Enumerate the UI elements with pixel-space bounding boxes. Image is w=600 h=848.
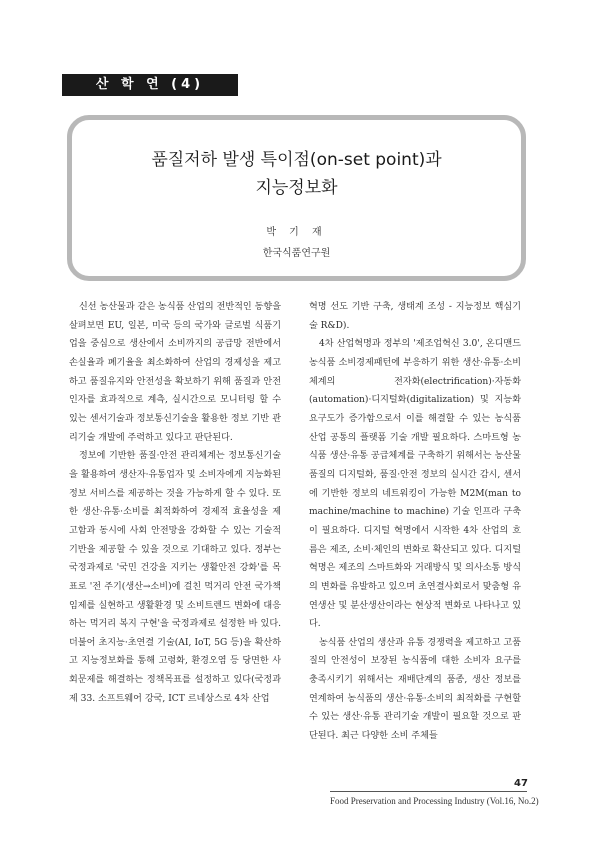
page-number: 47 [514,778,528,789]
journal-name: Food Preservation and Processing Industry (Vol.16, No.2) [330,796,539,806]
paragraph: 정보에 기반한 품질·안전 관리체계는 정보통신기술을 활용하여 생산자·유통업자 및 소비자에게 지능화된 정보 서비스를 제공하는 것을 가능하게 할 수 있다. 또한 생산·유통·소비를 최적화하여 경제적 효율성을 제고함과 동시에 사회 안전망을 강화할 수 있는 기술적 기반을 제공할 수 있을 것으로 기대하고 있다. 정부는 국정과제로 '국민 건강을 지키는 생활안전 강화'를 목표로 '전 주기(생산→소비)에 걸친 먹거리 안전 국가책임제를 실현하고 생활환경 및 소비트렌드 변화에 대응하는 먹거리 복지 구현'을 국정과제로 설정한 바 있다. 더불어 초지능·초연결 기술(AI, IoT, 5G 등)을 확산하고 지능정보화를 통해 고령화, 환경오염 등 당면한 사회문제를 해결하는 정책목표를 설정하고 있다(국정과제 33. 소프트웨어 강국, ICT 르네상스로 4차 산업 [69,451,281,704]
paragraph: 신선 농산물과 같은 농식품 산업의 전반적인 동향을 살펴보면 EU, 일본, 미국 등의 국가와 글로벌 식품기업을 중심으로 생산에서 소비까지의 공급망 전반에서 손실율과 폐기율을 최소화하여 산업의 경제성을 제고하고 품질유지와 안전성을 확보하기 위해 품질과 안전인자를 효과적으로 계측, 실시간으로 모니터링 할 수 있는 센서기술과 정보통신기술을 활용한 정보 기반 관리기술 개발에 주력하고 있다고 판단된다. [69,302,281,443]
author-affiliation: 한국식품연구원 [262,248,331,259]
title-box [67,115,526,281]
title-line-2: 지능정보화 [255,178,338,198]
section-tag: 산 학 연 (4) [62,74,238,96]
left-column [69,298,281,708]
footer-divider [330,791,527,792]
author-name: 박 기 재 [266,227,327,238]
paragraph: 혁명 선도 기반 구축, 생태계 조성 - 지능정보 핵심기술 R&D). [309,302,521,331]
title-line-1: 품질저하 발생 특이점(on-set point)과 [151,150,442,170]
article-title [72,146,521,202]
right-column [309,298,521,746]
paragraph: 4차 산업혁명과 정부의 '제조업혁신 3.0', 온디맨드 농식품 소비경제패턴에 부응하기 위한 생산·유통·소비체계의 전자화(electrification)·자동화(automation)·디지털화(digitalization) 및 지능화 요구도가 증가함으로서 이를 해결할 수 있는 농식품 산업 공통의 플랫폼 기술 개발 필요하다. 스마트형 농식품 생산·유통 공급체계를 구축하기 위해서는 농산물 품질의 디지털화, 품질·안전 정보의 실시간 감시, 센서에 기반한 정보의 네트워킹이 가능한 M2M(man to machine/machine to machine) 기술 인프라 구축이 필요하다. 디지털 혁명에서 시작한 4차 산업의 흐름은 제조, 소비·체인의 변화로 확산되고 있다. 디지털 혁명은 제조의 스마트화와 거래방식 및 의사소통 방식의 변화를 유발하고 있으며 초연결사회로서 맞춤형 유연생산 및 분산생산이라는 현상적 변화로 나타나고 있다. [309,339,521,630]
paragraph: 농식품 산업의 생산과 유통 경쟁력을 제고하고 고품질의 안전성이 보장된 농식품에 대한 소비자 요구를 충족시키기 위해서는 재배단계의 품종, 생산 정보를 연계하여 농식품의 생산·유통·소비의 최적화를 구현할 수 있는 생산·유통 관리기술 개발이 필요할 것으로 판단된다. 최근 다양한 소비 주체들 [309,637,521,742]
